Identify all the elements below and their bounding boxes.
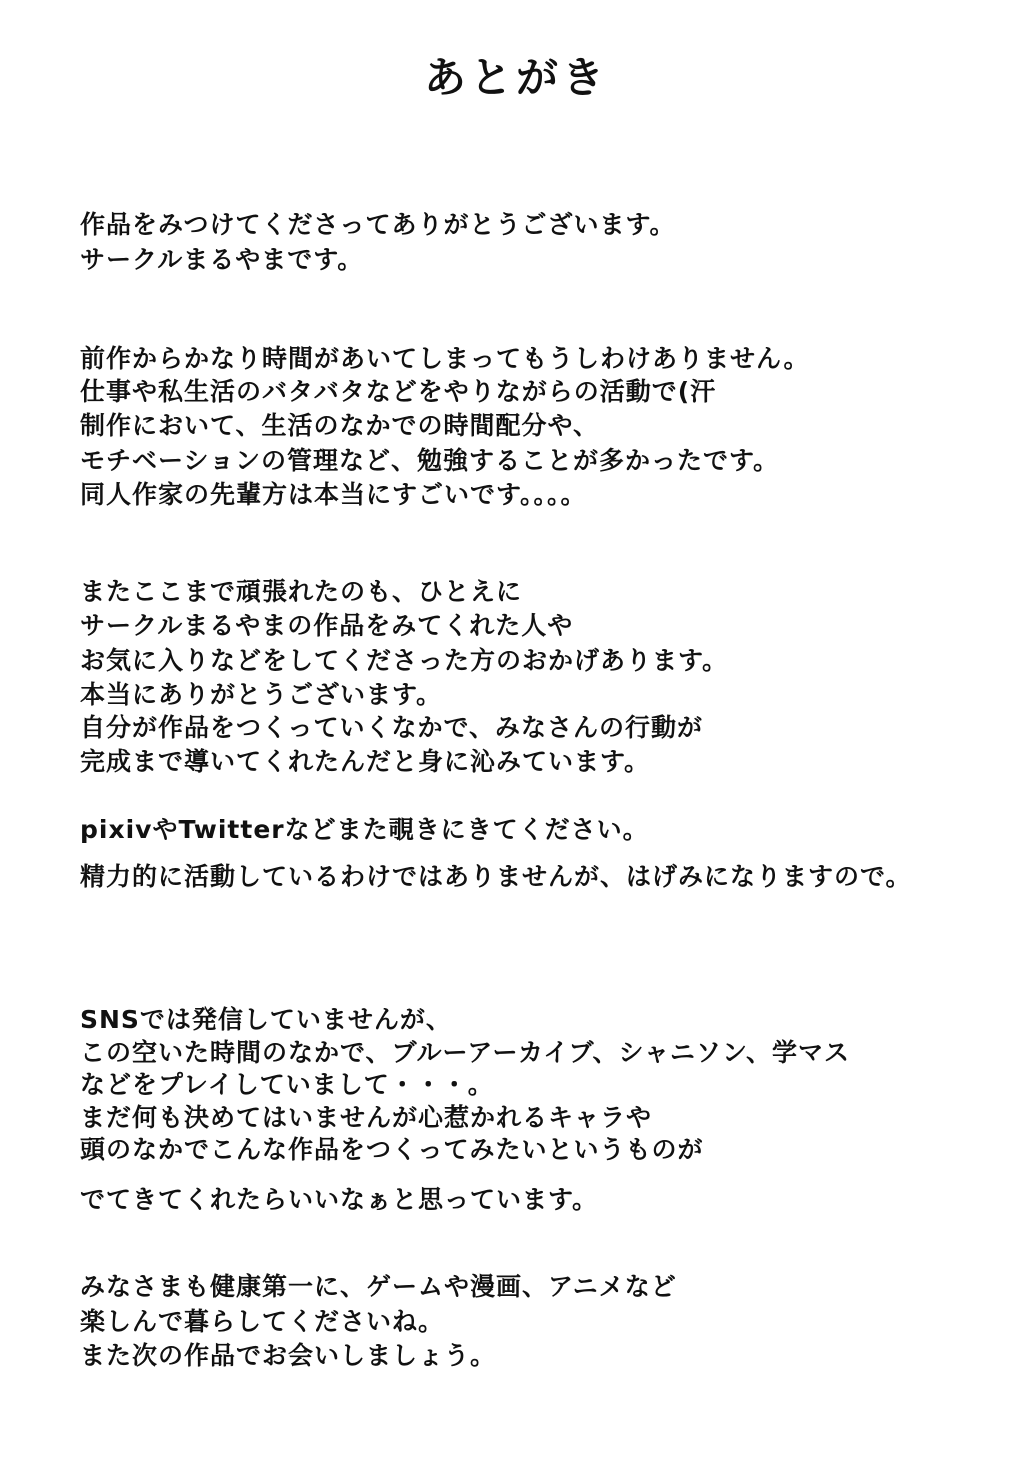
text-line: サークルまるやまです。 xyxy=(80,245,364,274)
text-line: またここまで頑張れたのも、ひとえに xyxy=(80,577,523,606)
text-line: 同人作家の先輩方は本当にすごいです。。。。 xyxy=(80,480,587,509)
page-title: あとがき xyxy=(423,53,608,102)
text-line: 頭のなかでこんな作品をつくってみたいというものが xyxy=(80,1135,704,1164)
text-line: でてきてくれたらいいなぁと思っています。 xyxy=(80,1185,599,1214)
text-line: みなさまも健康第一に、ゲームや漫画、アニメなど xyxy=(80,1272,677,1301)
text-line: お気に入りなどをしてくださった方のおかげあります。 xyxy=(80,646,729,675)
text-line: 完成まで導いてくれたんだと身に沁みています。 xyxy=(80,747,651,776)
text-line: 楽しんで暮らしてくださいね。 xyxy=(80,1307,445,1336)
text-line: サークルまるやまの作品をみてくれた人や xyxy=(80,611,574,640)
text-line: また次の作品でお会いしましょう。 xyxy=(80,1341,497,1370)
text-line: などをプレイしていまして・・・。 xyxy=(80,1070,494,1099)
text-line: 自分が作品をつくっていくなかで、みなさんの行動が xyxy=(80,713,704,742)
text-line: 前作からかなり時間があいてしまってもうしわけありません。 xyxy=(80,344,810,373)
text-line: pixivやTwitterなどまた覗きにきてください。 xyxy=(80,815,649,844)
text-line: SNSでは発信していませんが、 xyxy=(80,1005,452,1034)
text-line: 精力的に活動しているわけではありませんが、はげみになりますので。 xyxy=(80,862,912,891)
text-line: モチベーションの管理など、勉強することが多かったです。 xyxy=(80,446,780,475)
text-line: 作品をみつけてくださってありがとうございます。 xyxy=(80,210,676,239)
text-line: まだ何も決めてはいませんが心惹かれるキャラや xyxy=(80,1103,653,1132)
text-line: 本当にありがとうございます。 xyxy=(80,680,443,709)
text-line: 制作において、生活のなかでの時間配分や、 xyxy=(80,411,600,440)
text-line: この空いた時間のなかで、ブルーアーカイブ、シャニソン、学マス xyxy=(80,1038,851,1067)
text-line: 仕事や私生活のバタバタなどをやりながらの活動で(汗 xyxy=(80,377,717,406)
